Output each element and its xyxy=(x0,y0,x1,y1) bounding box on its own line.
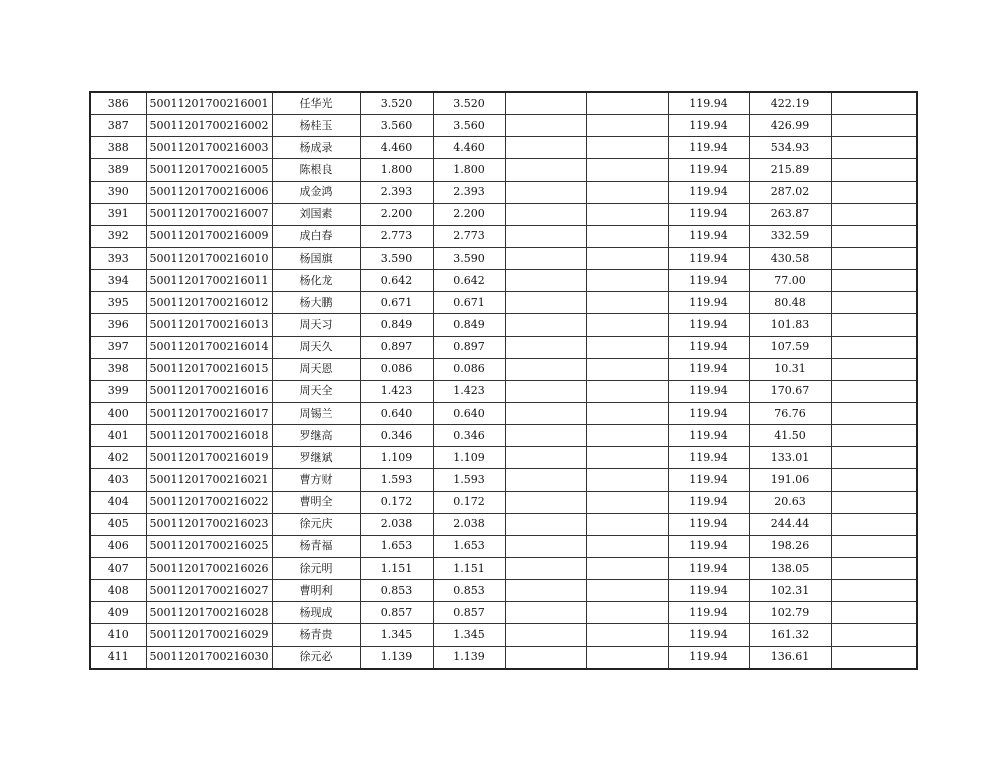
confirmed-area-cell: 0.172 xyxy=(433,491,505,513)
table-row xyxy=(90,336,917,358)
row-number-cell: 402 xyxy=(90,447,146,469)
empty-cell xyxy=(831,447,917,469)
household-code-cell: 50011201700216003 xyxy=(146,137,272,159)
amount-cell: 422.19 xyxy=(749,92,831,115)
household-code-cell: 50011201700216011 xyxy=(146,270,272,292)
amount-cell: 138.05 xyxy=(749,557,831,579)
table-row xyxy=(90,247,917,269)
area-cell: 1.109 xyxy=(360,447,433,469)
empty-cell xyxy=(505,92,586,115)
area-cell: 1.345 xyxy=(360,624,433,646)
confirmed-area-cell: 0.671 xyxy=(433,292,505,314)
row-number-cell: 406 xyxy=(90,535,146,557)
amount-cell: 244.44 xyxy=(749,513,831,535)
empty-cell xyxy=(586,580,668,602)
owner-name-cell: 杨青福 xyxy=(272,535,360,557)
table-row xyxy=(90,292,917,314)
household-code-cell: 50011201700216017 xyxy=(146,402,272,424)
amount-cell: 426.99 xyxy=(749,115,831,137)
table-row xyxy=(90,580,917,602)
empty-cell xyxy=(586,447,668,469)
confirmed-area-cell: 0.857 xyxy=(433,602,505,624)
area-cell: 0.849 xyxy=(360,314,433,336)
table-row xyxy=(90,447,917,469)
empty-cell xyxy=(505,425,586,447)
row-number-cell: 403 xyxy=(90,469,146,491)
empty-cell xyxy=(831,314,917,336)
row-number-cell: 401 xyxy=(90,425,146,447)
table-row xyxy=(90,137,917,159)
row-number-cell: 407 xyxy=(90,557,146,579)
area-cell: 1.593 xyxy=(360,469,433,491)
household-code-cell: 50011201700216023 xyxy=(146,513,272,535)
empty-cell xyxy=(505,380,586,402)
empty-cell xyxy=(586,425,668,447)
owner-name-cell: 陈根良 xyxy=(272,159,360,181)
owner-name-cell: 杨青贵 xyxy=(272,624,360,646)
unit-price-cell: 119.94 xyxy=(668,425,749,447)
owner-name-cell: 杨成录 xyxy=(272,137,360,159)
row-number-cell: 391 xyxy=(90,203,146,225)
row-number-cell: 410 xyxy=(90,624,146,646)
household-code-cell: 50011201700216029 xyxy=(146,624,272,646)
confirmed-area-cell: 0.853 xyxy=(433,580,505,602)
empty-cell xyxy=(831,270,917,292)
confirmed-area-cell: 2.773 xyxy=(433,225,505,247)
area-cell: 0.857 xyxy=(360,602,433,624)
amount-cell: 101.83 xyxy=(749,314,831,336)
table-row xyxy=(90,225,917,247)
owner-name-cell: 杨大鹏 xyxy=(272,292,360,314)
unit-price-cell: 119.94 xyxy=(668,491,749,513)
empty-cell xyxy=(586,402,668,424)
owner-name-cell: 周天久 xyxy=(272,336,360,358)
table-row xyxy=(90,425,917,447)
confirmed-area-cell: 2.038 xyxy=(433,513,505,535)
area-cell: 3.520 xyxy=(360,92,433,115)
empty-cell xyxy=(831,380,917,402)
empty-cell xyxy=(505,491,586,513)
table-row xyxy=(90,159,917,181)
empty-cell xyxy=(586,225,668,247)
empty-cell xyxy=(505,115,586,137)
empty-cell xyxy=(505,447,586,469)
amount-cell: 76.76 xyxy=(749,402,831,424)
empty-cell xyxy=(505,646,586,669)
household-code-cell: 50011201700216010 xyxy=(146,247,272,269)
confirmed-area-cell: 3.560 xyxy=(433,115,505,137)
owner-name-cell: 徐元明 xyxy=(272,557,360,579)
confirmed-area-cell: 1.653 xyxy=(433,535,505,557)
empty-cell xyxy=(505,557,586,579)
confirmed-area-cell: 4.460 xyxy=(433,137,505,159)
area-cell: 3.560 xyxy=(360,115,433,137)
owner-name-cell: 曹明全 xyxy=(272,491,360,513)
empty-cell xyxy=(586,469,668,491)
amount-cell: 80.48 xyxy=(749,292,831,314)
empty-cell xyxy=(586,336,668,358)
area-cell: 0.897 xyxy=(360,336,433,358)
confirmed-area-cell: 1.345 xyxy=(433,624,505,646)
row-number-cell: 388 xyxy=(90,137,146,159)
area-cell: 2.038 xyxy=(360,513,433,535)
empty-cell xyxy=(505,602,586,624)
owner-name-cell: 徐元庆 xyxy=(272,513,360,535)
empty-cell xyxy=(831,336,917,358)
row-number-cell: 390 xyxy=(90,181,146,203)
empty-cell xyxy=(586,181,668,203)
table-row xyxy=(90,557,917,579)
empty-cell xyxy=(831,181,917,203)
row-number-cell: 387 xyxy=(90,115,146,137)
area-cell: 1.151 xyxy=(360,557,433,579)
confirmed-area-cell: 1.800 xyxy=(433,159,505,181)
empty-cell xyxy=(586,159,668,181)
amount-cell: 136.61 xyxy=(749,646,831,669)
amount-cell: 102.31 xyxy=(749,580,831,602)
row-number-cell: 405 xyxy=(90,513,146,535)
empty-cell xyxy=(586,557,668,579)
empty-cell xyxy=(586,513,668,535)
empty-cell xyxy=(505,225,586,247)
empty-cell xyxy=(586,624,668,646)
household-code-cell: 50011201700216014 xyxy=(146,336,272,358)
area-cell: 1.139 xyxy=(360,646,433,669)
household-code-cell: 50011201700216027 xyxy=(146,580,272,602)
row-number-cell: 400 xyxy=(90,402,146,424)
empty-cell xyxy=(505,469,586,491)
row-number-cell: 408 xyxy=(90,580,146,602)
row-number-cell: 409 xyxy=(90,602,146,624)
row-number-cell: 394 xyxy=(90,270,146,292)
confirmed-area-cell: 2.200 xyxy=(433,203,505,225)
unit-price-cell: 119.94 xyxy=(668,159,749,181)
confirmed-area-cell: 0.086 xyxy=(433,358,505,380)
amount-cell: 41.50 xyxy=(749,425,831,447)
amount-cell: 430.58 xyxy=(749,247,831,269)
table-row xyxy=(90,314,917,336)
amount-cell: 198.26 xyxy=(749,535,831,557)
empty-cell xyxy=(831,402,917,424)
area-cell: 1.423 xyxy=(360,380,433,402)
household-code-cell: 50011201700216006 xyxy=(146,181,272,203)
confirmed-area-cell: 0.642 xyxy=(433,270,505,292)
unit-price-cell: 119.94 xyxy=(668,646,749,669)
amount-cell: 332.59 xyxy=(749,225,831,247)
row-number-cell: 397 xyxy=(90,336,146,358)
amount-cell: 215.89 xyxy=(749,159,831,181)
household-code-cell: 50011201700216002 xyxy=(146,115,272,137)
table-row xyxy=(90,115,917,137)
row-number-cell: 404 xyxy=(90,491,146,513)
empty-cell xyxy=(831,491,917,513)
amount-cell: 20.63 xyxy=(749,491,831,513)
area-cell: 0.640 xyxy=(360,402,433,424)
unit-price-cell: 119.94 xyxy=(668,557,749,579)
owner-name-cell: 周锡兰 xyxy=(272,402,360,424)
empty-cell xyxy=(505,314,586,336)
unit-price-cell: 119.94 xyxy=(668,292,749,314)
owner-name-cell: 杨现成 xyxy=(272,602,360,624)
household-code-cell: 50011201700216016 xyxy=(146,380,272,402)
empty-cell xyxy=(831,513,917,535)
household-code-cell: 50011201700216009 xyxy=(146,225,272,247)
household-code-cell: 50011201700216026 xyxy=(146,557,272,579)
owner-name-cell: 刘国素 xyxy=(272,203,360,225)
table-body xyxy=(90,92,917,669)
amount-cell: 263.87 xyxy=(749,203,831,225)
amount-cell: 191.06 xyxy=(749,469,831,491)
confirmed-area-cell: 1.151 xyxy=(433,557,505,579)
unit-price-cell: 119.94 xyxy=(668,624,749,646)
amount-cell: 102.79 xyxy=(749,602,831,624)
empty-cell xyxy=(586,137,668,159)
owner-name-cell: 曹方财 xyxy=(272,469,360,491)
table-row xyxy=(90,270,917,292)
empty-cell xyxy=(505,159,586,181)
empty-cell xyxy=(586,314,668,336)
confirmed-area-cell: 0.640 xyxy=(433,402,505,424)
empty-cell xyxy=(831,225,917,247)
empty-cell xyxy=(831,203,917,225)
empty-cell xyxy=(831,115,917,137)
empty-cell xyxy=(586,92,668,115)
row-number-cell: 393 xyxy=(90,247,146,269)
area-cell: 0.642 xyxy=(360,270,433,292)
empty-cell xyxy=(586,602,668,624)
household-code-cell: 50011201700216001 xyxy=(146,92,272,115)
owner-name-cell: 成白春 xyxy=(272,225,360,247)
unit-price-cell: 119.94 xyxy=(668,602,749,624)
area-cell: 0.172 xyxy=(360,491,433,513)
empty-cell xyxy=(831,358,917,380)
unit-price-cell: 119.94 xyxy=(668,580,749,602)
empty-cell xyxy=(586,247,668,269)
unit-price-cell: 119.94 xyxy=(668,203,749,225)
unit-price-cell: 119.94 xyxy=(668,181,749,203)
area-cell: 2.393 xyxy=(360,181,433,203)
table-row xyxy=(90,380,917,402)
unit-price-cell: 119.94 xyxy=(668,513,749,535)
row-number-cell: 395 xyxy=(90,292,146,314)
unit-price-cell: 119.94 xyxy=(668,358,749,380)
household-code-cell: 50011201700216030 xyxy=(146,646,272,669)
area-cell: 1.800 xyxy=(360,159,433,181)
owner-name-cell: 周天恩 xyxy=(272,358,360,380)
table-row xyxy=(90,491,917,513)
household-code-cell: 50011201700216007 xyxy=(146,203,272,225)
empty-cell xyxy=(831,292,917,314)
household-code-cell: 50011201700216028 xyxy=(146,602,272,624)
empty-cell xyxy=(831,646,917,669)
amount-cell: 170.67 xyxy=(749,380,831,402)
household-code-cell: 50011201700216021 xyxy=(146,469,272,491)
unit-price-cell: 119.94 xyxy=(668,402,749,424)
data-table xyxy=(89,91,918,670)
empty-cell xyxy=(831,469,917,491)
confirmed-area-cell: 1.593 xyxy=(433,469,505,491)
confirmed-area-cell: 0.849 xyxy=(433,314,505,336)
table-row xyxy=(90,358,917,380)
empty-cell xyxy=(505,513,586,535)
table-row xyxy=(90,92,917,115)
owner-name-cell: 罗继斌 xyxy=(272,447,360,469)
owner-name-cell: 徐元必 xyxy=(272,646,360,669)
empty-cell xyxy=(586,380,668,402)
table-row xyxy=(90,513,917,535)
confirmed-area-cell: 3.520 xyxy=(433,92,505,115)
empty-cell xyxy=(505,181,586,203)
empty-cell xyxy=(505,203,586,225)
confirmed-area-cell: 3.590 xyxy=(433,247,505,269)
row-number-cell: 386 xyxy=(90,92,146,115)
owner-name-cell: 成金鸿 xyxy=(272,181,360,203)
row-number-cell: 398 xyxy=(90,358,146,380)
area-cell: 0.671 xyxy=(360,292,433,314)
unit-price-cell: 119.94 xyxy=(668,469,749,491)
empty-cell xyxy=(831,425,917,447)
empty-cell xyxy=(505,270,586,292)
amount-cell: 77.00 xyxy=(749,270,831,292)
owner-name-cell: 杨桂玉 xyxy=(272,115,360,137)
empty-cell xyxy=(505,535,586,557)
unit-price-cell: 119.94 xyxy=(668,137,749,159)
empty-cell xyxy=(831,137,917,159)
household-code-cell: 50011201700216005 xyxy=(146,159,272,181)
empty-cell xyxy=(505,292,586,314)
unit-price-cell: 119.94 xyxy=(668,247,749,269)
row-number-cell: 389 xyxy=(90,159,146,181)
table-row xyxy=(90,181,917,203)
empty-cell xyxy=(586,203,668,225)
unit-price-cell: 119.94 xyxy=(668,535,749,557)
unit-price-cell: 119.94 xyxy=(668,380,749,402)
empty-cell xyxy=(831,92,917,115)
area-cell: 0.853 xyxy=(360,580,433,602)
row-number-cell: 392 xyxy=(90,225,146,247)
area-cell: 2.200 xyxy=(360,203,433,225)
confirmed-area-cell: 1.423 xyxy=(433,380,505,402)
area-cell: 2.773 xyxy=(360,225,433,247)
empty-cell xyxy=(831,580,917,602)
empty-cell xyxy=(505,402,586,424)
area-cell: 1.653 xyxy=(360,535,433,557)
row-number-cell: 396 xyxy=(90,314,146,336)
row-number-cell: 411 xyxy=(90,646,146,669)
household-code-cell: 50011201700216019 xyxy=(146,447,272,469)
confirmed-area-cell: 2.393 xyxy=(433,181,505,203)
unit-price-cell: 119.94 xyxy=(668,447,749,469)
household-code-cell: 50011201700216025 xyxy=(146,535,272,557)
empty-cell xyxy=(831,247,917,269)
table-row xyxy=(90,203,917,225)
area-cell: 3.590 xyxy=(360,247,433,269)
empty-cell xyxy=(831,159,917,181)
unit-price-cell: 119.94 xyxy=(668,336,749,358)
owner-name-cell: 杨化龙 xyxy=(272,270,360,292)
table-row xyxy=(90,402,917,424)
amount-cell: 10.31 xyxy=(749,358,831,380)
empty-cell xyxy=(505,336,586,358)
confirmed-area-cell: 1.139 xyxy=(433,646,505,669)
confirmed-area-cell: 0.346 xyxy=(433,425,505,447)
amount-cell: 107.59 xyxy=(749,336,831,358)
amount-cell: 287.02 xyxy=(749,181,831,203)
empty-cell xyxy=(586,115,668,137)
empty-cell xyxy=(505,358,586,380)
household-code-cell: 50011201700216013 xyxy=(146,314,272,336)
empty-cell xyxy=(505,247,586,269)
unit-price-cell: 119.94 xyxy=(668,92,749,115)
owner-name-cell: 任华光 xyxy=(272,92,360,115)
empty-cell xyxy=(586,535,668,557)
empty-cell xyxy=(586,292,668,314)
unit-price-cell: 119.94 xyxy=(668,314,749,336)
empty-cell xyxy=(505,580,586,602)
unit-price-cell: 119.94 xyxy=(668,225,749,247)
owner-name-cell: 周天习 xyxy=(272,314,360,336)
area-cell: 4.460 xyxy=(360,137,433,159)
household-code-cell: 50011201700216022 xyxy=(146,491,272,513)
amount-cell: 534.93 xyxy=(749,137,831,159)
unit-price-cell: 119.94 xyxy=(668,270,749,292)
empty-cell xyxy=(831,624,917,646)
empty-cell xyxy=(586,358,668,380)
owner-name-cell: 周天全 xyxy=(272,380,360,402)
owner-name-cell: 曹明利 xyxy=(272,580,360,602)
confirmed-area-cell: 1.109 xyxy=(433,447,505,469)
household-code-cell: 50011201700216015 xyxy=(146,358,272,380)
table-row xyxy=(90,602,917,624)
owner-name-cell: 杨国旗 xyxy=(272,247,360,269)
table-row xyxy=(90,646,917,669)
amount-cell: 133.01 xyxy=(749,447,831,469)
table-row xyxy=(90,535,917,557)
empty-cell xyxy=(831,557,917,579)
empty-cell xyxy=(831,602,917,624)
empty-cell xyxy=(586,491,668,513)
empty-cell xyxy=(586,270,668,292)
household-code-cell: 50011201700216018 xyxy=(146,425,272,447)
empty-cell xyxy=(505,137,586,159)
confirmed-area-cell: 0.897 xyxy=(433,336,505,358)
empty-cell xyxy=(831,535,917,557)
row-number-cell: 399 xyxy=(90,380,146,402)
unit-price-cell: 119.94 xyxy=(668,115,749,137)
area-cell: 0.086 xyxy=(360,358,433,380)
amount-cell: 161.32 xyxy=(749,624,831,646)
empty-cell xyxy=(586,646,668,669)
owner-name-cell: 罗继高 xyxy=(272,425,360,447)
household-code-cell: 50011201700216012 xyxy=(146,292,272,314)
table-row xyxy=(90,624,917,646)
table-row xyxy=(90,469,917,491)
area-cell: 0.346 xyxy=(360,425,433,447)
empty-cell xyxy=(505,624,586,646)
